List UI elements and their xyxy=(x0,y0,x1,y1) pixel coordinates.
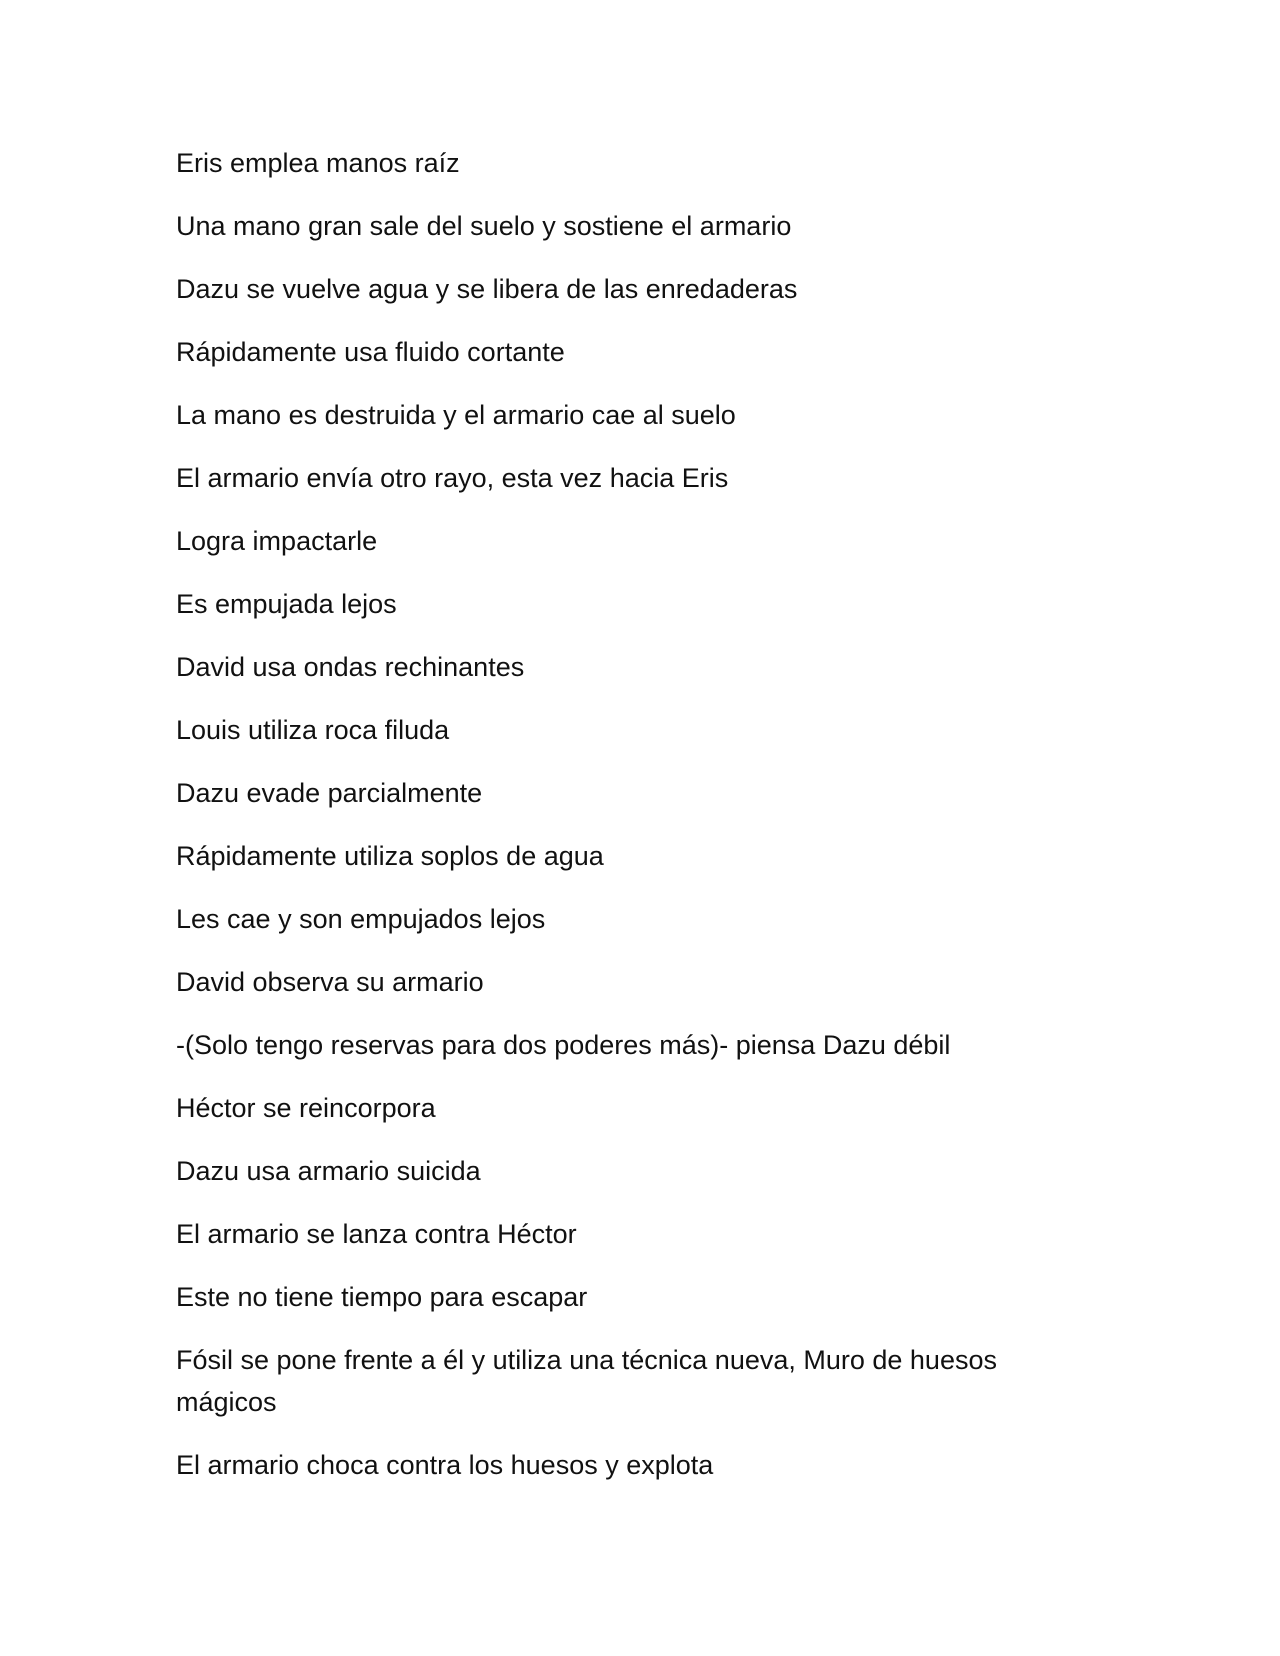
paragraph: Dazu usa armario suicida xyxy=(176,1156,481,1186)
paragraph: Louis utiliza roca filuda xyxy=(176,715,450,745)
paragraph: David usa ondas rechinantes xyxy=(176,652,525,682)
paragraph: Dazu se vuelve agua y se libera de las enredaderas xyxy=(176,274,798,304)
paragraph: La mano es destruida y el armario cae al suelo xyxy=(176,400,736,430)
paragraph: -(Solo tengo reservas para dos poderes más)- piensa Dazu débil xyxy=(176,1030,951,1060)
paragraph: Logra impactarle xyxy=(176,526,378,556)
paragraph: Una mano gran sale del suelo y sostiene el armario xyxy=(176,211,792,241)
paragraph: El armario envía otro rayo, esta vez hacia Eris xyxy=(176,463,729,493)
paragraph: El armario choca contra los huesos y explota xyxy=(176,1450,714,1480)
paragraph: Dazu evade parcialmente xyxy=(176,778,483,808)
paragraph: Fósil se pone frente a él y utiliza una técnica nueva, Muro de huesos mágicos xyxy=(176,1345,997,1417)
paragraph: David observa su armario xyxy=(176,967,484,997)
paragraph: Es empujada lejos xyxy=(176,589,397,619)
paragraph: El armario se lanza contra Héctor xyxy=(176,1219,577,1249)
paragraph: Les cae y son empujados lejos xyxy=(176,904,546,934)
paragraph: Rápidamente usa fluido cortante xyxy=(176,337,565,367)
paragraph: Este no tiene tiempo para escapar xyxy=(176,1282,588,1312)
paragraph: Eris emplea manos raíz xyxy=(176,148,460,178)
paragraph: Héctor se reincorpora xyxy=(176,1093,436,1123)
document-body xyxy=(176,142,1056,1507)
paragraph: Rápidamente utiliza soplos de agua xyxy=(176,841,604,871)
